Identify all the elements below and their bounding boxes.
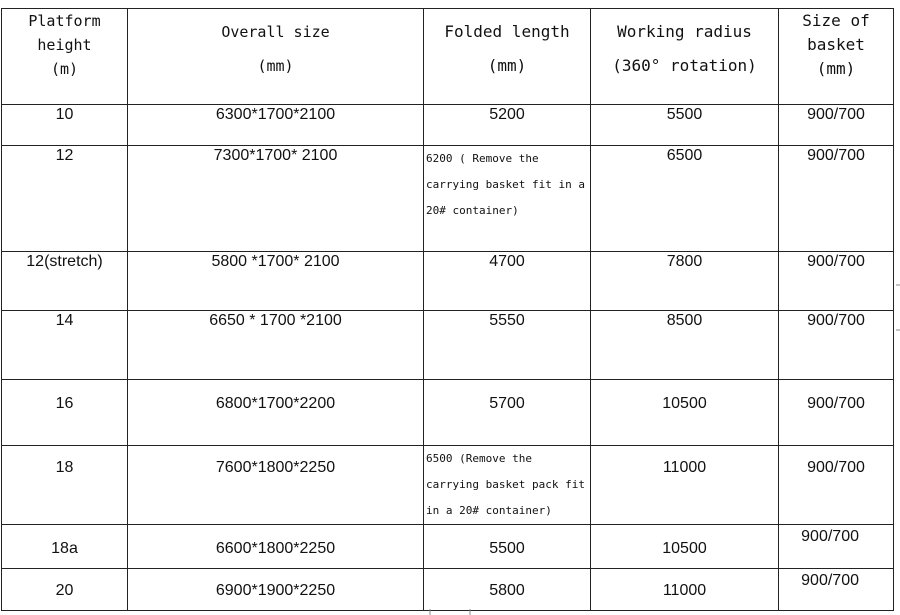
header-basket-size [779,9,894,105]
header-line: Working radius [617,22,752,41]
table-row [2,380,894,446]
header-folded-length [424,9,591,105]
header-line: basket [807,35,865,54]
header-line: (m) [50,60,79,78]
cell-platform-height: 12(stretch) [2,252,128,311]
cell-basket-size: 900/700 [779,105,894,146]
cell-working-radius: 7800 [591,252,779,311]
table-row [2,105,894,146]
header-line: (360° rotation) [612,56,757,75]
header-line: Folded length [444,22,570,41]
cell-platform-height: 12 [2,146,128,252]
cell-platform-height: 18 [2,446,128,525]
table-row [2,146,894,252]
cell-working-radius: 8500 [591,311,779,380]
cell-platform-height: 20 [2,569,128,611]
cell-folded-length: 5550 [424,311,591,380]
table-row [2,525,894,569]
header-row [2,9,894,105]
header-line: Size of [802,11,870,30]
cell-basket-size: 900/700 [779,446,894,525]
header-line: (mm) [257,57,294,75]
table-row [2,252,894,311]
cell-platform-height: 14 [2,311,128,380]
cell-overall-size: 7300*1700* 2100 [128,146,424,252]
cell-folded-length: 6500 (Remove the carrying basket pack fit in a 20# container) [424,446,591,525]
cell-working-radius: 6500 [591,146,779,252]
header-line: Overall size [221,23,330,41]
cell-folded-length: 4700 [424,252,591,311]
header-line: (mm) [816,59,856,78]
cell-folded-length: 5800 [424,569,591,611]
header-line: height [37,36,92,54]
cell-working-radius: 10500 [591,525,779,569]
header-line: (mm) [487,56,527,75]
cell-platform-height: 10 [2,105,128,146]
header-working-radius [591,9,779,105]
cell-folded-length: 6200 ( Remove the carrying basket fit in a 20# container) [424,146,591,252]
table-row [2,569,894,611]
table-body [2,105,894,611]
cell-folded-length: 5700 [424,380,591,446]
cell-basket-size: 900/700 [779,569,894,611]
cell-overall-size: 6650 * 1700 *2100 [128,311,424,380]
table-header [2,9,894,105]
cell-working-radius: 11000 [591,446,779,525]
header-overall-size [128,9,424,105]
cell-overall-size: 6600*1800*2250 [128,525,424,569]
cell-working-radius: 11000 [591,569,779,611]
cell-working-radius: 5500 [591,105,779,146]
header-platform-height [2,9,128,105]
header-line: Platform [28,12,101,30]
cell-basket-size: 900/700 [779,252,894,311]
cell-folded-length: 5500 [424,525,591,569]
cell-folded-length: 5200 [424,105,591,146]
cell-platform-height: 18a [2,525,128,569]
cell-overall-size: 6900*1900*2250 [128,569,424,611]
cell-basket-size: 900/700 [779,311,894,380]
cell-overall-size: 6800*1700*2200 [128,380,424,446]
table-row [2,446,894,525]
cell-basket-size: 900/700 [779,380,894,446]
cell-overall-size: 7600*1800*2250 [128,446,424,525]
cell-working-radius: 10500 [591,380,779,446]
cell-overall-size: 6300*1700*2100 [128,105,424,146]
specification-table [1,8,894,611]
cell-overall-size: 5800 *1700* 2100 [128,252,424,311]
cell-basket-size: 900/700 [779,146,894,252]
table-row [2,311,894,380]
cell-platform-height: 16 [2,380,128,446]
cell-basket-size: 900/700 [779,525,894,569]
